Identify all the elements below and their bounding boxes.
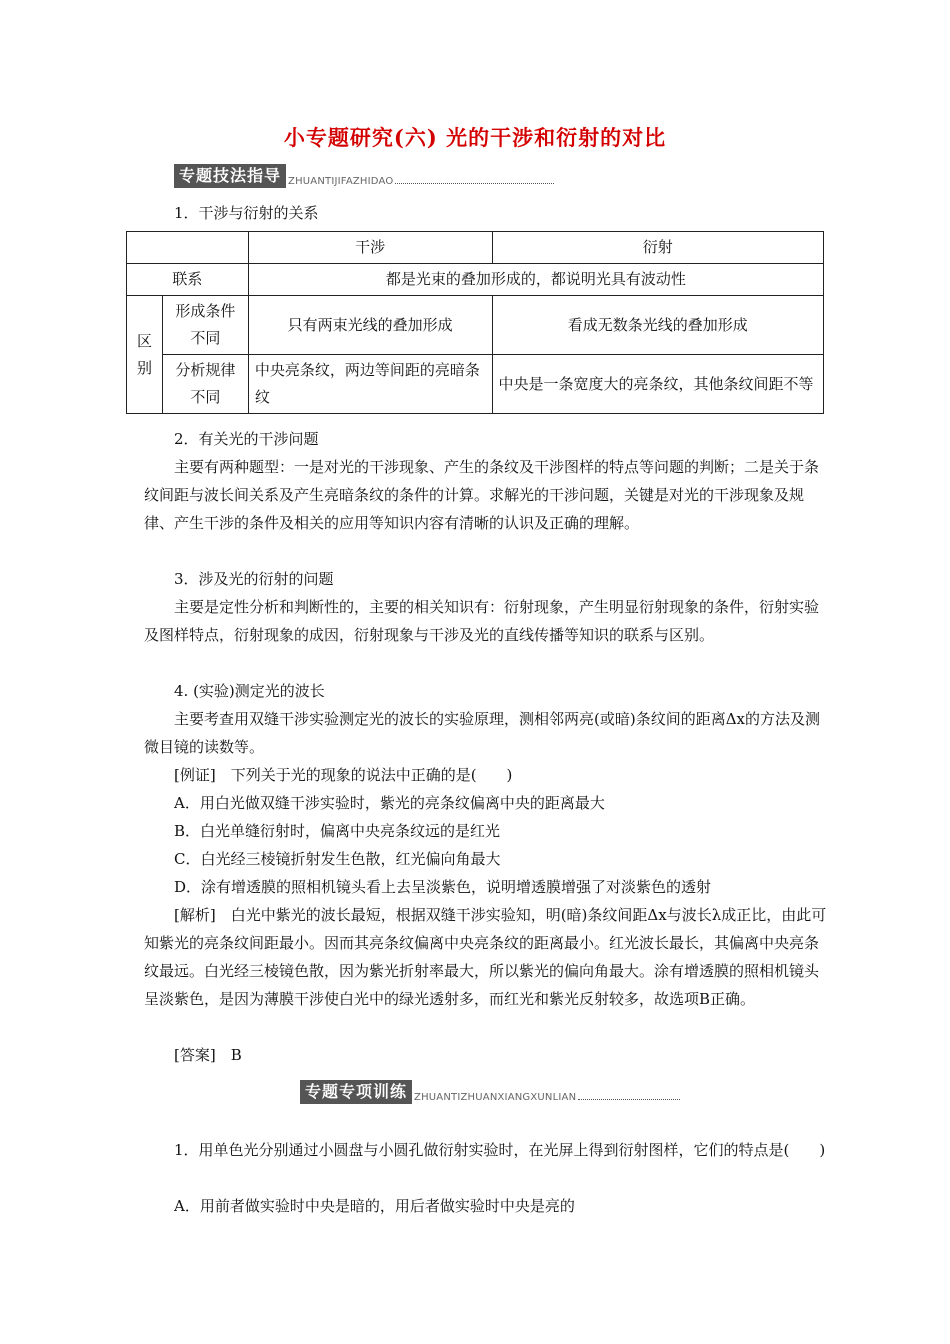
pattern-label-line-2: 不同 — [190, 388, 221, 406]
header-interference: 干涉 — [248, 232, 492, 264]
section-banner-training — [300, 1078, 680, 1104]
section-4-text: 主要考查用双缝干涉实验测定光的波长的实验原理，测相邻两亮(或暗)条纹间的距离Δx的方法及测微目镜的读数等。 — [144, 710, 821, 756]
option-a: A．用白光做双缝干涉实验时，紫光的亮条纹偏离中央的距离最大 — [174, 794, 605, 812]
banner-pinyin: ZHUANTIJIFAZHIDAO — [288, 176, 394, 187]
question-1-option-a: A．用前者做实验时中央是暗的，用后者做实验时中央是亮的 — [174, 1197, 575, 1215]
table-row — [127, 232, 824, 264]
page-title: 小专题研究(六) 光的干涉和衍射的对比 — [283, 125, 667, 150]
section-banner-techniques — [174, 162, 554, 188]
table-row — [127, 355, 824, 414]
answer: [答案] B — [174, 1046, 242, 1064]
formation-label-line-2: 不同 — [190, 329, 221, 347]
pattern-rule-label — [162, 355, 248, 414]
section-3-text: 主要是定性分析和判断性的，主要的相关知识有：衍射现象，产生明显衍射现象的条件，衍射实验及图样特点，衍射现象的成因，衍射现象与干涉及光的直线传播等知识的联系与区别。 — [144, 598, 820, 644]
banner-dotted-line — [578, 1099, 680, 1100]
formation-interference: 只有两束光线的叠加形成 — [248, 296, 492, 355]
formation-label-line-1: 形成条件 — [175, 302, 236, 320]
difference-label-char-1: 区 — [136, 331, 152, 350]
relation-table — [126, 231, 824, 414]
formation-diffraction: 看成无数条光线的叠加形成 — [492, 296, 824, 355]
banner-pinyin: ZHUANTIZHUANXIANGXUNLIAN — [414, 1092, 577, 1103]
section-2-text: 主要有两种题型：一是对光的干涉现象、产生的条纹及干涉图样的特点等问题的判断；二是关于条纹间距与波长间关系及产生亮暗条纹的条件的计算。求解光的干涉问题，关键是对光的干涉现象及规律、产生干涉的条件及相关的应用等知识内容有清晰的认识及正确的理解。 — [144, 458, 820, 532]
link-label: 联系 — [127, 264, 249, 296]
header-diffraction: 衍射 — [492, 232, 824, 264]
table-corner-cell — [127, 232, 249, 264]
pattern-diffraction: 中央是一条宽度大的亮条纹，其他条纹间距不等 — [492, 355, 824, 414]
table-row — [127, 296, 824, 355]
question-1: 1．用单色光分别通过小圆盘与小圆孔做衍射实验时，在光屏上得到衍射图样，它们的特点是( ) — [174, 1141, 826, 1159]
table-row — [127, 264, 824, 296]
banner-dotted-line — [395, 183, 554, 184]
banner-label: 专题技法指导 — [174, 164, 286, 188]
section-4-heading: 4. (实验)测定光的波长 — [174, 682, 325, 700]
pattern-label-line-1: 分析规律 — [175, 361, 236, 379]
difference-label — [127, 296, 163, 414]
link-text: 都是光束的叠加形成的，都说明光具有波动性 — [248, 264, 823, 296]
formation-condition-label — [162, 296, 248, 355]
difference-label-char-2: 别 — [136, 358, 152, 377]
section-3-heading: 3．涉及光的衍射的问题 — [174, 570, 334, 588]
option-d: D．涂有增透膜的照相机镜头看上去呈淡紫色，说明增透膜增强了对淡紫色的透射 — [174, 878, 712, 896]
section-2-heading: 2．有关光的干涉问题 — [174, 430, 319, 448]
analysis-text: [解析] 白光中紫光的波长最短，根据双缝干涉实验知，明(暗)条纹间距Δx与波长λ成正比，由此可知紫光的亮条纹间距最小。因而其亮条纹偏离中央亮条纹的距离最小。红光波长最长，其偏离中央亮条纹最远。白光经三棱镜色散，因为紫光折射率最大，所以紫光的偏向角最大。涂有增透膜的照相机镜头呈淡紫色，是因为薄膜干涉使白光中的绿光透射多，而红光和紫光反射较多，故选项B正确。 — [144, 906, 827, 1008]
option-c: C．白光经三棱镜折射发生色散，红光偏向角最大 — [174, 850, 501, 868]
banner-label: 专题专项训练 — [300, 1080, 412, 1104]
section-1-heading: 1．干涉与衍射的关系 — [174, 204, 319, 222]
pattern-interference: 中央亮条纹，两边等间距的亮暗条纹 — [248, 355, 492, 414]
option-b: B．白光单缝衍射时，偏离中央亮条纹远的是红光 — [174, 822, 501, 840]
example-question: [例证] 下列关于光的现象的说法中正确的是( ) — [174, 766, 513, 784]
